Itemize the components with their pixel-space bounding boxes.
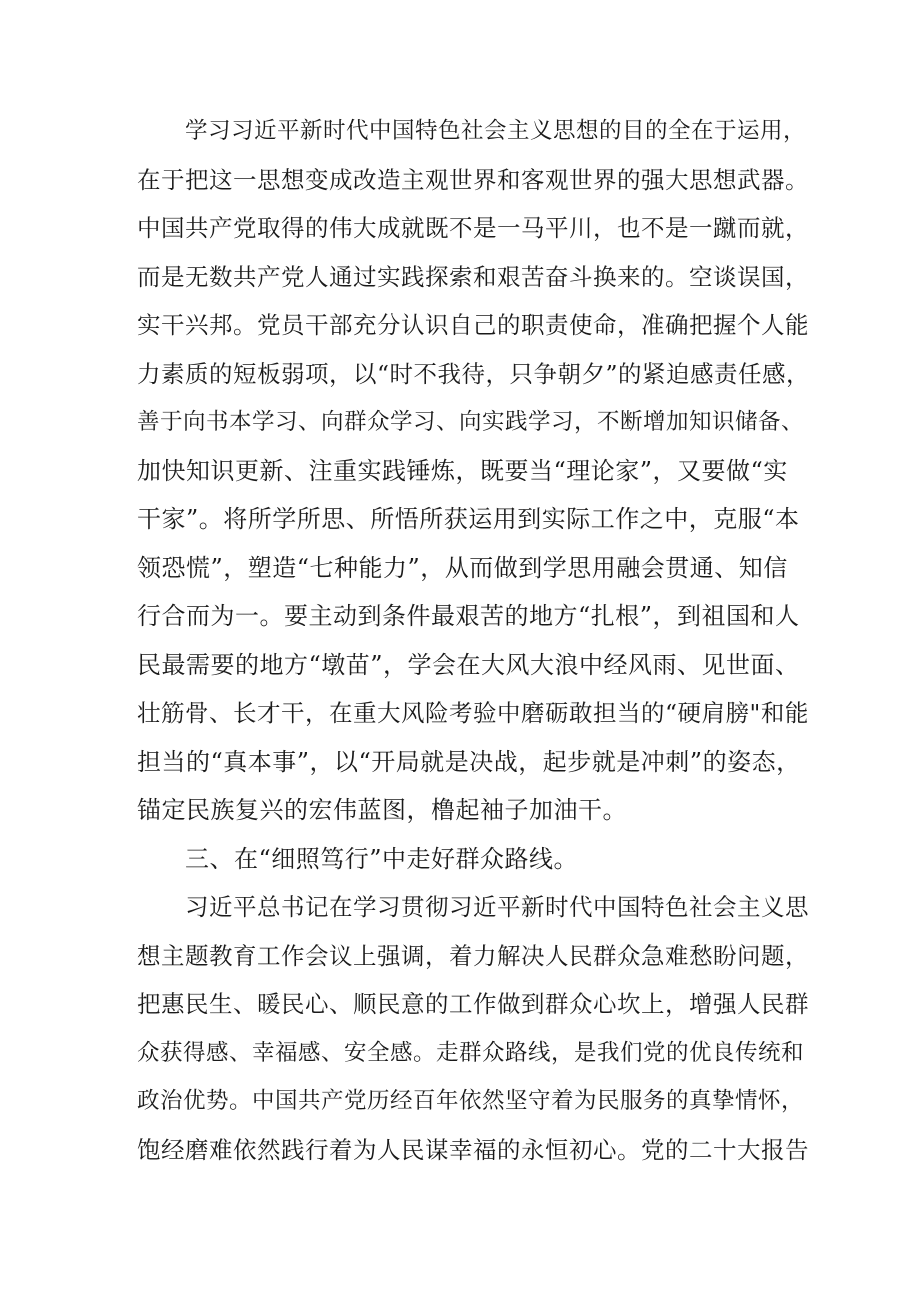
paragraph-2-line-4: 众获得感、幸福感、安全感。走群众路线，是我们党的优良传统和 — [137, 1040, 805, 1066]
paragraph-2-line-1: 习近平总书记在学习贯彻习近平新时代中国特色社会主义思 — [185, 893, 809, 921]
paragraph-1-line-15: 锚定民族复兴的宏伟蓝图，橹起袖子加油干。 — [137, 796, 627, 824]
paragraph-1-line-5: 实干兴邦。党员干部充分认识自己的职责使命，准确把握个人能 — [137, 311, 809, 339]
paragraph-1-line-10: 领恐慌”，塑造“七种能力”，从而做到学思用融会贯通、知信 — [137, 554, 788, 582]
paragraph-2-line-6: 饱经磨难依然践行着为人民谋幸福的永恒初心。党的二十大报告 — [137, 1136, 809, 1164]
paragraph-1-line-2: 在于把这一思想变成改造主观世界和客观世界的强大思想武器。 — [137, 166, 809, 194]
paragraph-1-line-1: 学习习近平新时代中国特色社会主义思想的目的全在于运用， — [185, 118, 807, 144]
paragraph-1-line-13: 壮筋骨、长才干，在重大风险考验中磨砺敢担当的“硬肩膀"和能 — [137, 699, 809, 727]
paragraph-1-line-9: 干家”。将所学所思、所悟所获运用到实际工作之中，克服“本 — [137, 505, 800, 533]
paragraph-2-line-3: 把惠民生、暖民心、顺民意的工作做到群众心坎上，增强人民群 — [137, 990, 809, 1018]
paragraph-1-line-3: 中国共产党取得的伟大成就既不是一马平川，也不是一蹴而就， — [137, 214, 809, 242]
paragraph-1-line-12: 民最需要的地方“墩苗”，学会在大风大浪中经风雨、见世面、 — [137, 651, 800, 679]
paragraph-2-line-2: 想主题教育工作会议上强调，着力解决人民群众急难愁盼问题， — [137, 942, 809, 970]
paragraph-1-line-4: 而是无数共产党人通过实践探索和艰苦奋斗换来的。空谈误国， — [137, 263, 809, 291]
paragraph-1-line-14: 担当的“真本事”，以“开局就是决战，起步就是冲刺”的姿态， — [137, 748, 801, 776]
section-heading: 三、在“细照笃行”中走好群众路线。 — [185, 845, 579, 873]
paragraph-1-line-8: 加快知识更新、注重实践锤炼，既要当“理论家”，又要做“实 — [137, 457, 788, 485]
paragraph-1-line-7: 善于向书本学习、向群众学习、向实践学习，不断增加知识储备、 — [137, 409, 805, 435]
paragraph-2-line-5: 政治优势。中国共产党历经百年依然坚守着为民服务的真挚情怀， — [137, 1088, 805, 1114]
paragraph-1-line-6: 力素质的短板弱项，以“时不我待，只争朝夕”的紧迫感责任感， — [137, 360, 811, 388]
paragraph-1-line-11: 行合而为一。要主动到条件最艰苦的地方“扎根”，到祖国和人 — [137, 602, 800, 630]
